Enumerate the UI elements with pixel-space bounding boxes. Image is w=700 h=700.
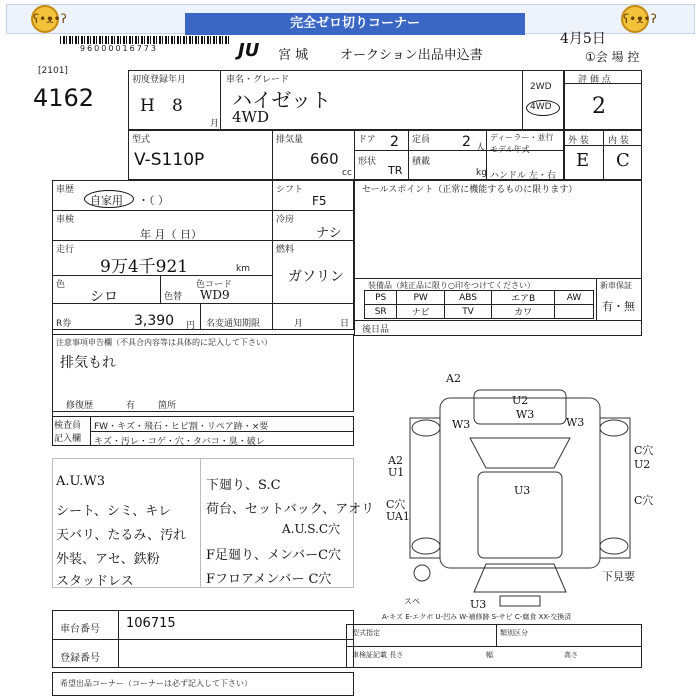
comment-left-1: A.U.W3 [56,474,106,489]
equip-pw: PW [397,291,445,305]
mark-shitami: 下見要 [602,570,635,583]
load-label: 積載 [412,157,431,167]
drive-4wd: 4WD [530,102,552,112]
ju-logo: JU [238,40,260,61]
comment-left-4: 外装、アセ、鉄粉 [56,552,160,567]
comment-left-2: シート、シミ、キレ [56,504,172,519]
first-reg-label: 初度登録年月 [132,75,187,85]
damage-legend: A-キズ E-エクボ U-凹み W-補修跡 S-サビ C-腐食 XX-交換済 [382,613,572,621]
r-price-label: R券 [56,319,72,329]
year-month-unit: 月 [210,119,220,129]
form-title: オークション出品申込書 [340,48,483,63]
equipment-label: 装備品（純正品に限り○印をつけてください） [368,281,535,290]
comment-right-3: A.U.S.C穴 [282,522,341,536]
banner-title: 完全ゼロ切りコーナー [185,13,525,35]
repair-has-label: 有 [126,401,136,411]
ext-label: 外 装 [568,136,589,146]
check-interior-row: キズ・汚レ・コゲ・穴・タバコ・臭・破レ [94,437,265,447]
inspector-title: 検査員記入欄 [54,421,82,444]
mark-c-hole-right-2: C穴 [634,494,654,507]
equip-aw: AW [555,291,594,305]
mark-c-hole-right-1: C穴 [634,444,654,457]
mark-a2-left: A2 [388,454,403,467]
venue-copy: ①会 場 控 [585,50,640,64]
cert-model-label: 型式指定 [352,629,380,637]
mark-a2-top: A2 [446,372,461,385]
bear-mascot-icon: ʕ•ᴥ•ʔ [621,5,649,33]
price-unit: 円 [186,321,196,331]
color-label: 色 [56,280,66,290]
int-value: C [616,150,630,171]
comment-right-5: Fフロアメンバー C穴 [206,572,332,587]
comment-left-3: 天バリ、たるみ、汚れ [56,528,187,543]
ext-value: E [576,150,590,171]
shift-label: シフト [276,185,304,195]
comment-right-2: 荷台、セットバック、アオリ [206,502,375,517]
mark-c-hole-left: C穴 [386,498,406,511]
shape-label: 形状 [358,157,377,167]
mark-u3-center: U3 [514,484,531,497]
month-label: 月 [294,319,304,329]
mark-u2-top: U2 [512,394,529,407]
score-label: 評 価 点 [578,75,611,85]
car-name: ハイゼット [232,88,331,112]
equipment-grid [364,290,594,319]
mileage-label: 走行 [56,245,75,255]
car-number-label: 車台番号 [60,624,100,635]
notes-title: 注意事項申告欄（不具合内容等は具体的に記入して下さい） [56,338,272,347]
shape-value: TR [388,164,403,177]
door-value: 2 [390,134,399,150]
load-unit: kg [476,168,487,178]
equip-leather: カワ [492,305,555,319]
repair-history-label: 修復歴 [66,401,94,411]
shaken-ym: 年 月（ 日） [140,228,202,241]
lot-number: 4162 [33,84,95,112]
history-label: 車歴 [56,185,75,195]
handle-label: ハンドル 左・右 [490,171,556,181]
car-damage-diagram [380,368,670,612]
mileage-value: 9万4千921 [100,257,189,277]
color-change-label: 色替 [164,292,183,302]
cc-unit: cc [342,168,352,178]
new-warranty-value: 有・無 [602,300,635,313]
model-value: V-S110P [134,150,205,170]
barcode-number: 96000016773 [80,44,158,53]
comment-right-4: F足廻り、メンバーC穴 [206,548,342,563]
equip-blank [555,305,594,319]
mark-u3-bottom: U3 [470,598,487,611]
mark-spare: スペ [404,597,420,606]
name-grade-label: 車名・グレード [226,75,290,85]
owner-type: 自家用 [90,194,123,207]
check-exterior-row: FW・キズ・飛石・ヒビ割・リペア跡・×要 [94,422,269,432]
sheet-ref: [2101] [38,66,68,76]
model-label: 型式 [132,135,151,145]
shift-value: F5 [312,194,327,208]
dealer-label: ディーラー・並行 [490,133,554,142]
capacity-label: 定員 [412,135,431,145]
registration-label: 登録番号 [60,653,100,664]
drive-2wd: 2WD [530,82,552,92]
equip-sr: SR [365,305,397,319]
cert-height-label: 高さ [564,651,578,659]
cert-length-label: 車検証記載 長さ [352,651,404,659]
equip-navi: ナビ [397,305,445,319]
cert-class-label: 類別区分 [500,629,528,637]
mark-w3-right: W3 [566,416,585,429]
comment-right-1: 下廻り、S.C [206,478,281,493]
year-era: H [140,96,155,116]
later-items-label: 後日品 [362,325,390,335]
aircon-value: ナシ [316,226,342,241]
equip-airbag: エアB [492,291,555,305]
equip-ps: PS [365,291,397,305]
price-value: 3,390 [134,313,175,329]
score-value: 2 [592,94,606,119]
org-name: 宮 城 [278,48,309,63]
mark-ua1-left: UA1 [386,510,410,523]
capacity-value: 2 [462,134,471,150]
grade: 4WD [232,108,269,126]
capacity-unit: 人 [476,143,486,153]
owner-rest: ・（ ） [138,194,169,207]
shaken-label: 車検 [56,215,75,225]
bear-mascot-icon: ʕ•ᴥ•ʔ [31,5,59,33]
vehicle-header-box [128,70,564,130]
fuel-value: ガソリン [288,269,344,285]
mileage-unit: km [236,264,250,274]
door-label: ドア [358,135,376,145]
mark-w3-left: W3 [452,418,471,431]
mark-u1-left: U1 [388,466,405,479]
sales-point-label: セールスポイント（正常に機能するものに限ります） [362,185,578,195]
cc-value: 660 [310,150,339,168]
comment-left-5: スタッドレス [56,574,134,589]
notes-value: 排気もれ [60,355,116,371]
model-year-label: モデル年式 [490,145,530,154]
color-value: シロ [90,289,118,305]
repair-places-label: 箇所 [158,401,177,411]
int-label: 内 装 [608,136,629,146]
color-code-label: 色コード [196,280,233,290]
mark-w3-center: W3 [516,408,535,421]
fuel-label: 燃料 [276,245,295,255]
new-warranty-label: 新車保証 [600,281,632,290]
equip-tv: TV [444,305,491,319]
year-num: 8 [172,96,183,116]
mark-u2-right: U2 [634,458,651,471]
cc-label: 排気量 [276,135,304,145]
name-change-label: 名変通知期限 [206,319,261,329]
auction-date: 4月5日 [560,31,606,47]
day-label: 日 [340,319,350,329]
wish-corner-label: 希望出品コーナー（コーナーは必ず記入して下さい） [60,679,252,688]
cert-width-label: 幅 [486,651,493,659]
aircon-label: 冷房 [276,215,295,225]
color-code-value: WD9 [200,288,230,302]
car-number-value: 106715 [126,616,176,631]
equip-abs: ABS [444,291,491,305]
